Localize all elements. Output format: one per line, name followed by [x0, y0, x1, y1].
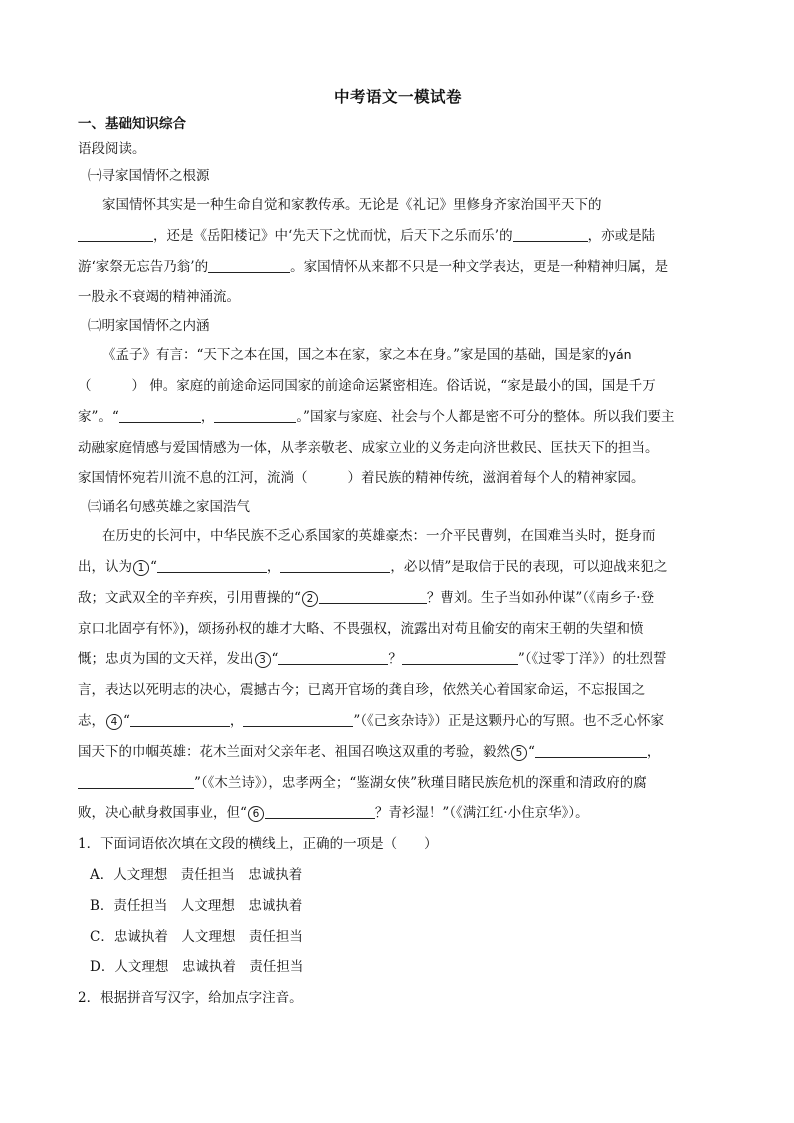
part3-heading: ㈢诵名句感英雄之家国浩气 — [88, 499, 250, 516]
part3-line-9: ”（《木兰诗》），忠孝两全；“鉴湖女侠”秋瑾目睹民族危机的深重和清政府的腐 — [78, 768, 718, 799]
answer-blank[interactable] — [278, 650, 388, 665]
part3-line-2: 出，认为 1 “ ， ，必以情”是取信于民的表现，可以迎战来犯之 — [78, 558, 668, 575]
part2-line-5: 家国情怀宛若川流不息的江河，流淌（ ）着民族的精神传统，滋润着每个人的精神家园。 — [78, 470, 645, 487]
answer-blank[interactable] — [78, 227, 153, 242]
part1-heading: ㈠寻家国情怀之根源 — [88, 168, 210, 184]
answer-blank[interactable] — [243, 712, 353, 727]
part3-line-8: 国天下的巾帼英雄：花木兰面对父亲年老、祖国召唤这双重的考验，毅然 5 “ ， — [78, 743, 661, 760]
part3-line-5: 慨；忠贞为国的文天祥，发出 3 “ ？ ”（《过零丁洋》）的壮烈誓 — [78, 651, 667, 668]
part2-heading: ㈡明家国情怀之内涵 — [88, 318, 210, 335]
intro-text: 语段阅读。 — [78, 141, 146, 157]
option-b[interactable]: B．责任担当 人文理想 忠诚执着 — [90, 897, 303, 914]
part2-line-3: 家”。“ ， 。”国家与家庭、社会与个人都是密不可分的整体。所以我们要主 — [78, 408, 675, 425]
answer-blank[interactable] — [130, 712, 230, 727]
answer-blank[interactable] — [319, 589, 427, 604]
answer-blank[interactable] — [513, 227, 588, 242]
answer-blank[interactable] — [119, 408, 201, 423]
circled-number: 6 — [248, 806, 264, 822]
option-a[interactable]: A．人文理想 责任担当 忠诚执着 — [90, 866, 303, 883]
answer-blank[interactable] — [157, 558, 267, 573]
part2-line-2: （ ） 伸。家庭的前途命运同国家的前途命运紧密相连。俗话说，“家是最小的国，国是千万 — [78, 377, 656, 394]
part3-line-10: 败，决心献身救国事业，但“ 6 ？青衫湿！”（《满江红·小住京华》）。 — [78, 805, 589, 822]
answer-blank[interactable] — [280, 558, 390, 573]
section-heading: 一、基础知识综合 — [78, 116, 186, 132]
part1-line-3: 游‘家祭无忘告乃翁’的 。家国情怀从来都不只是一种文学表达，更是一种精神归属，是 — [78, 258, 669, 275]
part2-line-4: 动融家庭情感与爱国情感为一体，从孝亲敬老、成家立业的义务走向济世救民、匡扶天下的担当。 — [78, 439, 659, 456]
circled-number: 4 — [106, 714, 122, 730]
answer-blank[interactable] — [402, 650, 518, 665]
part3-line-1: 在历史的长河中，中华民族不乏心系国家的英雄豪杰：一介平民曹刿，在国难当头时，挺身而 — [102, 528, 656, 545]
part3-line-7: 志， 4 “ ， ”（《己亥杂诗》）正是这颗丹心的写照。也不乏心怀家 — [78, 712, 665, 729]
answer-blank[interactable] — [214, 408, 296, 423]
question-1-stem: 1．下面词语依次填在文段的横线上，正确的一项是（ ） — [78, 836, 438, 853]
circled-number: 5 — [511, 745, 527, 761]
pinyin-text: yán — [608, 347, 632, 363]
answer-blank[interactable] — [78, 774, 194, 789]
option-c[interactable]: C．忠诚执着 人文理想 责任担当 — [90, 928, 303, 945]
part3-line-4: 京口北固亭有怀》)，颂扬孙权的雄才大略、不畏强权，流露出对苟且偷安的南宋王朝的失望和愤 — [78, 620, 644, 637]
circled-number: 2 — [302, 591, 318, 607]
circled-number: 1 — [133, 560, 149, 576]
part1-line-4: 一股永不衰竭的精神涌流。 — [78, 289, 240, 306]
circled-number: 3 — [255, 652, 271, 668]
answer-blank[interactable] — [265, 804, 375, 819]
option-d[interactable]: D．人文理想 忠诚执着 责任担当 — [90, 959, 304, 976]
part1-line-2: ，还是《岳阳楼记》中‘先天下之忧而忧，后天下之乐而乐’的 ，亦或是陆 — [78, 221, 718, 252]
part1-line-1: 家国情怀其实是一种生命自觉和家教传承。无论是《礼记》里修身齐家治国平天下的 — [102, 197, 602, 213]
part2-line-1: 《孟子》有言：“天下之本在国，国之本在家，家之本在身。”家是国的基础，国是家的yán — [102, 347, 632, 364]
exam-page — [78, 82, 718, 1014]
part3-line-6: 言，表达以死明志的决心，震撼古今；已离开官场的龚自珍，依然关心着国家命运，不忘报国之 — [78, 682, 645, 699]
question-2-stem: 2．根据拼音写汉字，给加点字注音。 — [78, 990, 303, 1007]
part3-line-3: 敌；文武双全的辛弃疾，引用曹操的“ 2 ？曹刘。生子当如孙仲谋”（《南乡子·登 — [78, 589, 655, 606]
answer-blank[interactable] — [208, 258, 290, 273]
page-title: 中考语文一模试卷 — [333, 88, 462, 106]
answer-blank[interactable] — [535, 743, 647, 758]
